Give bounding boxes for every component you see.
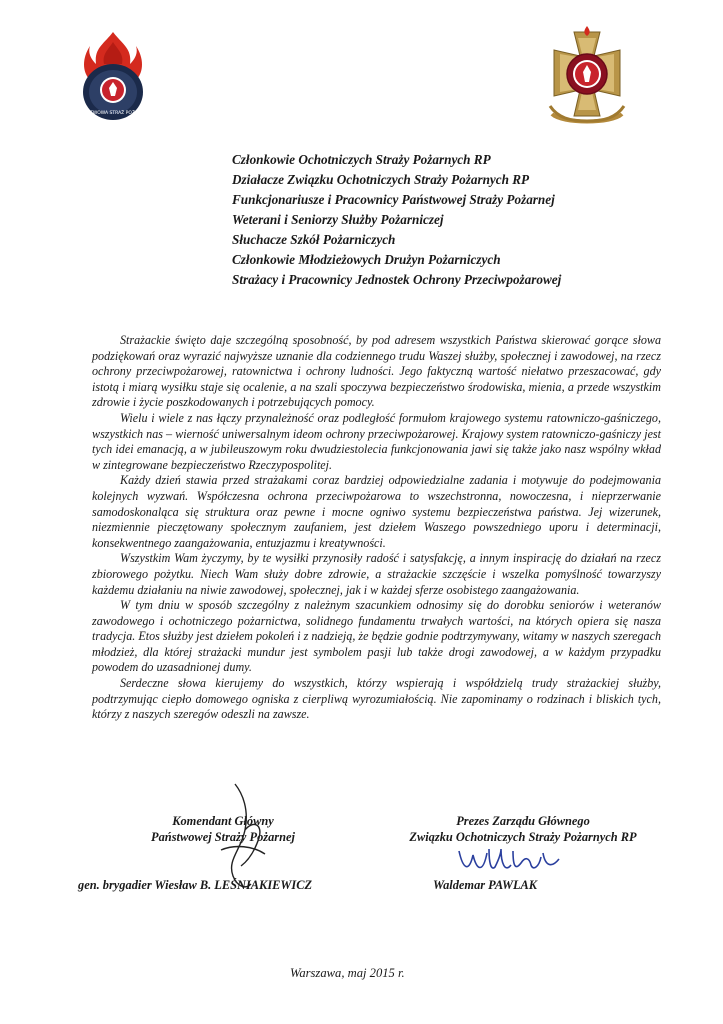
handwritten-signature-right [455,843,565,879]
addressee-line: Członkowie Młodzieżowych Drużyn Pożarniczych [232,252,501,267]
addressee-line: Członkowie Ochotniczych Straży Pożarnych RP [232,152,491,167]
addressee-line: Weterani i Seniorzy Służby Pożarniczej [232,212,444,227]
signatory-title: Prezes Zarządu Głównego [456,814,590,828]
body-paragraph: Serdeczne słowa kierujemy do wszystkich, którzy wspierają i współdzielą trudy strażackiej służby, podtrzymując ciepło domowego ogniska z cierpliwą wyrozumiałością. Nie zapominamy o rodzinach i bliskich tych, którzy z naszych szeregów odeszli na zawsze. [92,676,661,722]
body-paragraph: W tym dniu w sposób szczególny z należnym szacunkiem odnosimy się do dorobku seniorów i weteranów zawodowego i ochotniczego pożarnictwa, solidnego fundamentu trwałych wartości, na których opiera się nasza tradycja. Etos służby jest dziełem pokoleń i z nadzieją, że będzie godnie podtrzymywany, witamy w naszych szeregach młodzież, dla której strażacki mundur jest symbolem pasji lub także drogi zawodowej, a w każdym przypadku powodem do uzasadnionej dumy. [92,598,661,675]
addressee-line: Działacze Związku Ochotniczych Straży Pożarnych RP [232,172,530,187]
zosp-cross-emblem-icon [540,26,634,126]
addressee-line: Funkcjonariusze i Pracownicy Państwowej Straży Pożarnej [232,192,555,207]
signatory-name-left: gen. brygadier Wiesław B. LEŚNIAKIEWICZ [78,878,313,892]
body-paragraph: Wszystkim Wam życzymy, by te wysiłki przynosiły radość i satysfakcję, a innym inspirację do działań na rzecz zbiorowego pożytku. Niech Wam służy dobre zdrowie, a strażackie szczęście i wszelka pomyślność towarzyszy każdemu działaniu na niwie zawodowej, społecznej, jak i w każdej sferze osobistego zaangażowania. [92,551,661,597]
signatory-title: Komendant Główny [172,814,274,828]
addressee-line: Strażacy i Pracownicy Jednostek Ochrony Przeciwpożarowej [232,272,562,287]
signature-block-left [118,813,328,845]
addressee-list [232,150,561,290]
signatory-name-right: Waldemar PAWLAK [433,878,538,892]
signatory-title: Państwowej Straży Pożarnej [151,830,295,844]
body-paragraph: Każdy dzień stawia przed strażakami coraz bardziej odpowiedzialne zadania i motywuje do podejmowania kolejnych wyzwań. Współczesna ochrona przeciwpożarowa to wszechstronna, nowoczesna, i nieprzerwanie samodoskonaląca się struktura oraz pewne i mocne ogniwo systemu bezpieczeństwa państwa. Jej wizerunek, niezmiennie pieczętowany społecznym zaufaniem, jest dziełem Waszego powszedniego uporu i determinacji, konsekwentnego zaangażowania, entuzjazmu i kreatywności. [92,473,661,550]
addressee-line: Słuchacze Szkół Pożarniczych [232,232,396,247]
signature-block-right [378,813,668,845]
signatory-title: Związku Ochotniczych Straży Pożarnych RP [409,830,637,844]
letter-body [92,333,661,723]
emblem-ring-text: PAŃSTWOWA STRAŻ POŻARNA [78,111,148,116]
psp-flame-emblem-icon [72,30,154,125]
body-paragraph: Strażackie święto daje szczególną sposobność, by pod adresem wszystkich Państwa skierować gorące słowa podziękowań oraz wyrazić najwyższe uznanie dla codziennego trudu Waszej służby, społecznej i zawodowej, na rzecz ochrony przeciwpożarowej, ratownictwa i ochrony ludności. Jego faktyczną wartość niełatwo przeszacować, gdy istotą i miarą wysiłku staje się ocalenie, a na szali spoczywa bezpieczeństwo środowiska, mienia, a przede wszystkim zdrowie i życie poszkodowanych i potrzebujących pomocy. [92,333,661,410]
body-paragraph: Wielu i wiele z nas łączy przynależność oraz podległość formułom krajowego systemu ratowniczo-gaśniczego, wszystkich nas – wierność uniwersalnym ideom ochrony przeciwpożarowej. Krajowy system ratowniczo-gaśniczy jest tych idei emanacją, a w jubileuszowym roku dwudziestolecia funkcjonowania jawi się także jako nasz wspólny wkład w zintegrowane bezpieczeństwo Rzeczypospolitej. [92,410,661,472]
place-and-date: Warszawa, maj 2015 r. [290,966,405,980]
